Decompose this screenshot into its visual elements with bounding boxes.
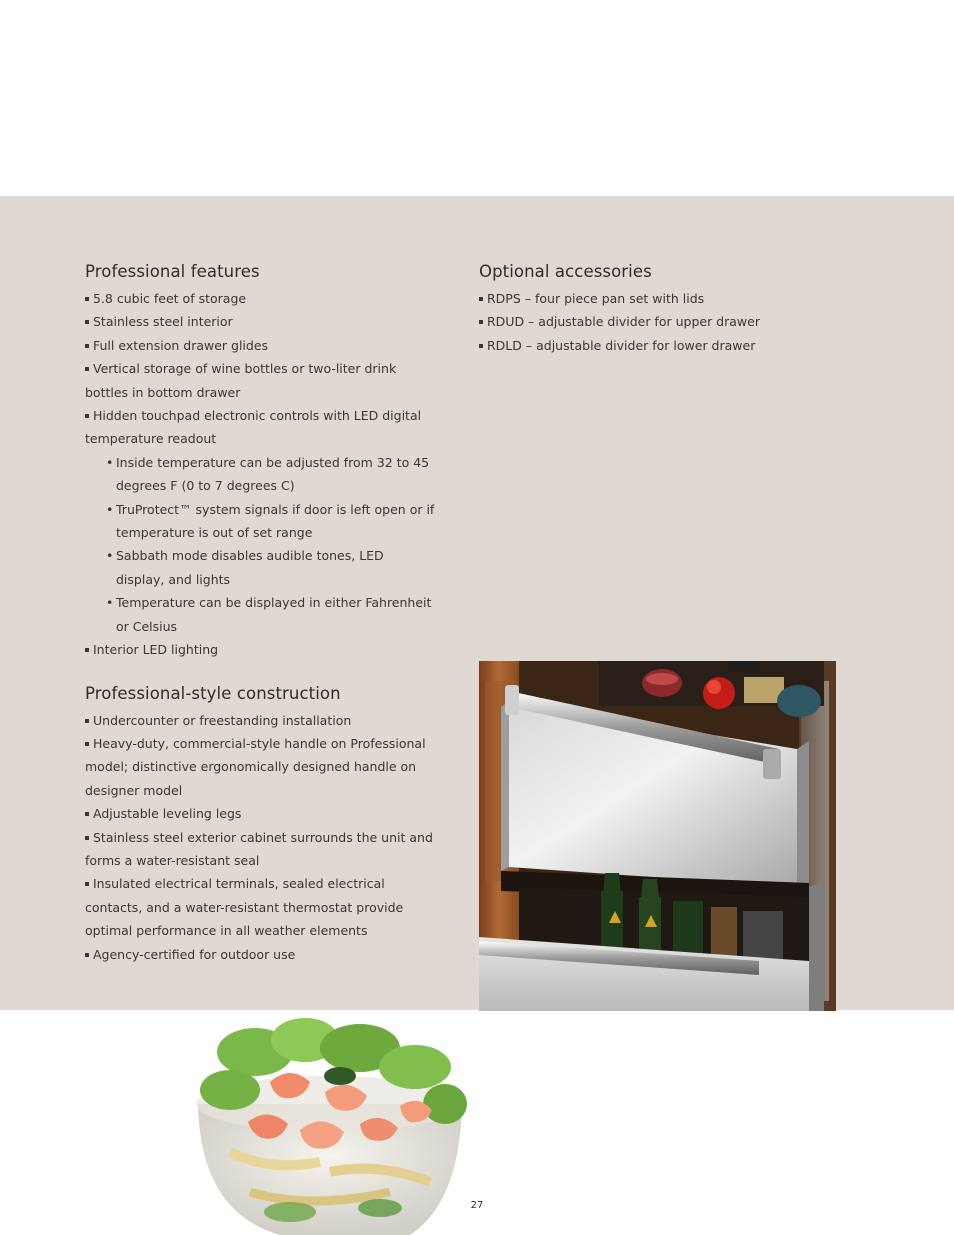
square-bullet-icon (85, 719, 89, 723)
dot-bullet-icon: • (106, 454, 114, 470)
square-bullet-icon (85, 742, 89, 746)
sub-feature-item: • TruProtect™ system signals if door is left open or if temperature is out of set range (85, 498, 435, 545)
dot-bullet-icon: • (106, 548, 114, 564)
feature-item: 5.8 cubic feet of storage (85, 287, 435, 310)
square-bullet-icon (479, 297, 483, 301)
accessory-item: RDLD – adjustable divider for lower drawer (479, 334, 819, 357)
dot-bullet-icon: • (106, 595, 114, 611)
construction-item: Agency-certified for outdoor use (85, 943, 435, 966)
square-bullet-icon (479, 344, 483, 348)
refrigerator-drawer-photo (479, 661, 836, 1011)
square-bullet-icon (85, 297, 89, 301)
square-bullet-icon (85, 320, 89, 324)
square-bullet-icon (85, 882, 89, 886)
square-bullet-icon (85, 414, 89, 418)
square-bullet-icon (85, 836, 89, 840)
construction-item: Heavy-duty, commercial-style handle on Professional model; distinctive ergonomically designed handle on designer model (85, 735, 426, 798)
accessory-item: RDPS – four piece pan set with lids (479, 287, 819, 310)
shrimp-salad-photo (160, 1012, 495, 1235)
feature-item: Hidden touchpad electronic controls with LED digital temperature readout (85, 408, 422, 447)
feature-item: Interior LED lighting (85, 638, 435, 661)
square-bullet-icon (85, 367, 89, 371)
professional-features-list-continued (85, 638, 435, 661)
optional-accessories-heading: Optional accessories (479, 262, 652, 281)
square-bullet-icon (85, 953, 89, 957)
construction-item: Insulated electrical terminals, sealed electrical contacts, and a water-resistant thermostat provide optimal performance in all weather elements (85, 876, 404, 939)
professional-features-list (85, 287, 435, 451)
square-bullet-icon (479, 320, 483, 324)
sub-feature-item: • Sabbath mode disables audible tones, LED display, and lights (85, 544, 435, 591)
accessories-list (479, 287, 819, 357)
page-number: 27 (470, 1200, 484, 1211)
square-bullet-icon (85, 812, 89, 816)
square-bullet-icon (85, 344, 89, 348)
feature-item: Stainless steel interior (85, 310, 435, 333)
dot-bullet-icon: • (106, 501, 114, 517)
left-column (85, 262, 435, 966)
feature-item: Vertical storage of wine bottles or two-liter drink bottles in bottom drawer (85, 361, 397, 400)
right-column (479, 262, 819, 357)
construction-heading: Professional-style construction (85, 683, 341, 703)
sub-feature-item: • Temperature can be displayed in either Fahrenheit or Celsius (85, 591, 435, 638)
professional-features-heading: Professional features (85, 262, 260, 281)
accessory-item: RDUD – adjustable divider for upper drawer (479, 310, 819, 333)
construction-list (85, 709, 435, 966)
construction-item: Adjustable leveling legs (85, 802, 435, 825)
construction-item: Undercounter or freestanding installation (85, 709, 435, 732)
square-bullet-icon (85, 648, 89, 652)
construction-item: Stainless steel exterior cabinet surrounds the unit and forms a water-resistant seal (85, 829, 433, 868)
sub-feature-item: • Inside temperature can be adjusted from 32 to 45 degrees F (0 to 7 degrees C) (85, 451, 435, 498)
feature-item: Full extension drawer glides (85, 334, 435, 357)
control-sub-features-list (85, 451, 435, 638)
